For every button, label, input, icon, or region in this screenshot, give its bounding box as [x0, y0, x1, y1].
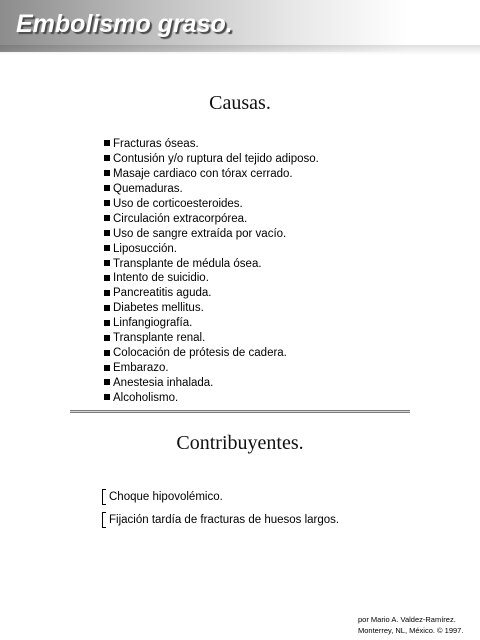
- list-item-label: Transplante de médula ósea.: [113, 257, 262, 270]
- square-bullet-icon: [104, 350, 110, 356]
- list-item-label: Alcoholismo.: [113, 391, 179, 404]
- credit-line-place: Monterrey, NL, México. © 1997.: [358, 626, 464, 635]
- list-item: [104, 346, 319, 361]
- author-credit: [358, 614, 463, 636]
- list-item: [104, 152, 319, 167]
- page-title: Embolismo graso.: [16, 10, 233, 38]
- square-bullet-icon: [104, 245, 110, 251]
- square-bullet-icon: [104, 140, 110, 146]
- list-item: [104, 391, 319, 406]
- causas-list: [104, 137, 319, 406]
- list-item-label: Pancreatitis aguda.: [113, 287, 212, 300]
- square-bullet-icon: [104, 365, 110, 371]
- bracket-bullet-icon: [102, 512, 106, 528]
- list-item: [102, 486, 339, 508]
- list-item-label: Liposucción.: [113, 242, 177, 255]
- list-item: [104, 376, 319, 391]
- square-bullet-icon: [104, 305, 110, 311]
- title-banner-shadow: [0, 45, 480, 55]
- list-item: [104, 212, 319, 227]
- square-bullet-icon: [104, 260, 110, 266]
- list-item: [104, 257, 319, 272]
- list-item-label: Diabetes mellitus.: [113, 302, 204, 315]
- square-bullet-icon: [104, 320, 110, 326]
- list-item-label: Anestesia inhalada.: [113, 377, 214, 389]
- list-item-label: Quemaduras.: [113, 182, 183, 195]
- square-bullet-icon: [104, 290, 110, 296]
- list-item: [104, 137, 319, 152]
- square-bullet-icon: [104, 230, 110, 236]
- list-item-label: Uso de corticoesteroides.: [113, 197, 243, 210]
- contribuyentes-heading: Contribuyentes.: [176, 432, 304, 454]
- list-item-label: Embarazo.: [113, 362, 169, 375]
- list-item-label: Fracturas óseas.: [113, 138, 199, 150]
- list-item: [104, 227, 319, 242]
- list-item: [104, 301, 319, 316]
- list-item: [104, 331, 319, 346]
- list-item-label: Choque hipovolémico.: [109, 491, 223, 503]
- square-bullet-icon: [104, 335, 110, 341]
- list-item: [104, 242, 319, 257]
- list-item-label: Intento de suicidio.: [113, 272, 209, 285]
- list-item: [104, 361, 319, 376]
- list-item-label: Colocación de prótesis de cadera.: [113, 347, 287, 360]
- square-bullet-icon: [104, 200, 110, 206]
- square-bullet-icon: [104, 215, 110, 221]
- square-bullet-icon: [104, 155, 110, 161]
- list-item: [104, 271, 319, 286]
- square-bullet-icon: [104, 394, 110, 400]
- list-item: [104, 182, 319, 197]
- list-item-label: Contusión y/o ruptura del tejido adiposo.: [113, 152, 319, 165]
- square-bullet-icon: [104, 170, 110, 176]
- list-item-label: Uso de sangre extraída por vacío.: [113, 227, 287, 240]
- list-item: [102, 509, 339, 531]
- list-item: [104, 286, 319, 301]
- list-item-label: Linfangiografía.: [113, 317, 193, 330]
- bracket-bullet-icon: [102, 489, 106, 505]
- list-item-label: Circulación extracorpórea.: [113, 212, 248, 225]
- list-item-label: Transplante renal.: [113, 332, 206, 345]
- causas-heading: Causas.: [209, 92, 271, 114]
- credit-line-author: por Mario A. Valdez-Ramírez.: [358, 615, 456, 624]
- section-divider: [70, 410, 410, 413]
- list-item-label: Masaje cardiaco con tórax cerrado.: [113, 167, 293, 180]
- square-bullet-icon: [104, 379, 110, 385]
- list-item-label: Fijación tardía de fracturas de huesos largos.: [109, 514, 340, 526]
- contribuyentes-list: [102, 486, 339, 532]
- list-item: [104, 197, 319, 212]
- square-bullet-icon: [104, 185, 110, 191]
- list-item: [104, 167, 319, 182]
- square-bullet-icon: [104, 275, 110, 281]
- list-item: [104, 316, 319, 331]
